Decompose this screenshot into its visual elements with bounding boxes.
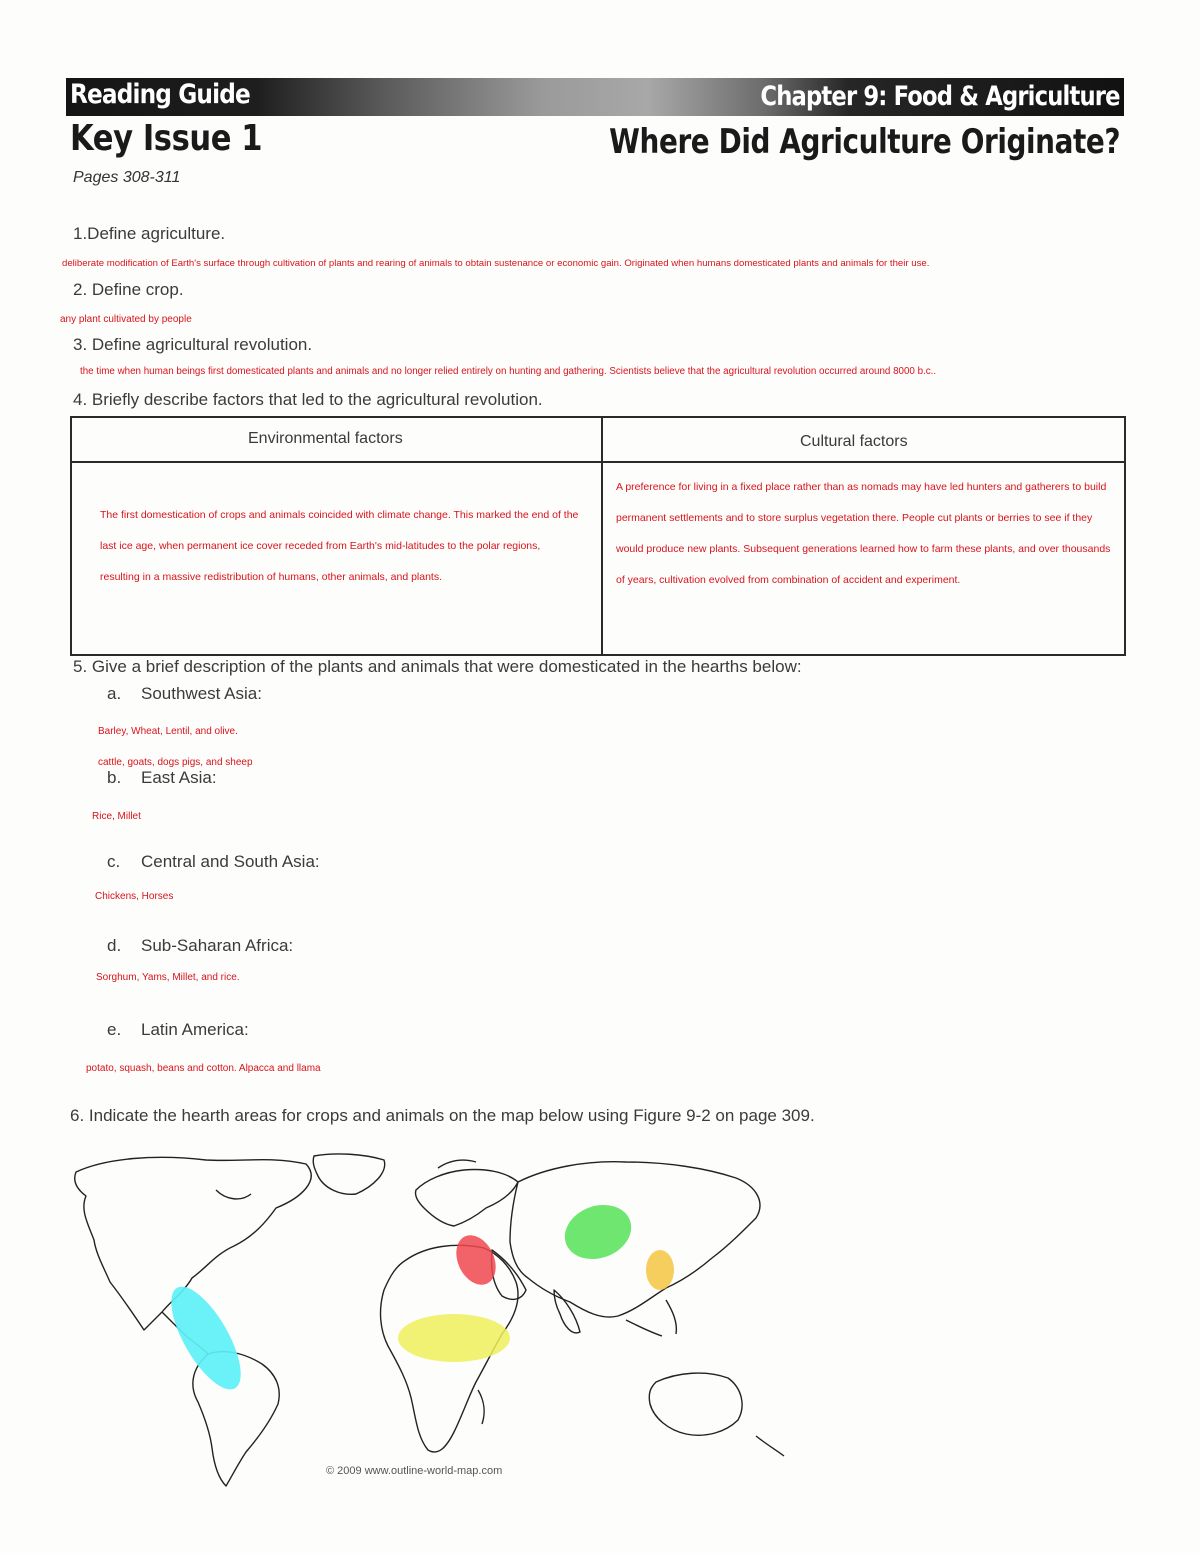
item-letter: c. — [107, 852, 121, 871]
reading-guide-banner: Reading Guide — [70, 79, 250, 110]
chapter-banner: Chapter 9: Food & Agriculture — [760, 81, 1120, 112]
item-letter: e. — [107, 1020, 122, 1039]
table-divider-vertical — [601, 418, 603, 654]
europe-outline — [415, 1170, 518, 1227]
table-divider-horizontal — [72, 461, 1124, 463]
answer-southwest-asia-animals: cattle, goats, dogs pigs, and sheep — [98, 757, 253, 768]
world-outline-map — [66, 1150, 846, 1490]
asia-outline — [510, 1162, 760, 1317]
item-letter: d. — [107, 936, 122, 955]
key-issue-title: Key Issue 1 — [70, 118, 263, 159]
hearth-southwest-asia — [107, 684, 262, 704]
question-5: 5. Give a brief description of the plants and animals that were domesticated in the hearths below: — [73, 657, 802, 676]
region-label: Central and South Asia: — [141, 852, 320, 871]
hearth-east-asia — [107, 768, 217, 788]
item-letter: b. — [107, 768, 122, 787]
question-3: 3. Define agricultural revolution. — [73, 335, 313, 354]
answer-southwest-asia-plants: Barley, Wheat, Lentil, and olive. — [98, 726, 238, 737]
region-label: Latin America: — [141, 1020, 249, 1039]
answer-3: the time when human beings first domesticated plants and animals and no longer relied entirely on hunting and gathering. Scientists believe that the agricultural revolution occurred around 8000 b.c.. — [80, 366, 937, 377]
factors-table — [70, 416, 1126, 656]
answer-1: deliberate modification of Earth's surface through cultivation of plants and rearing of animals to obtain sustenance or economic gain. Originated when humans domesticated plants and animals for their use. — [62, 258, 930, 269]
answer-sub-saharan-africa: Sorghum, Yams, Millet, and rice. — [96, 972, 240, 983]
hearth-east-asia-mark — [557, 1196, 639, 1268]
env-factors-answer: The first domestication of crops and animals coincided with climate change. This marked the end of the last ice age, when permanent ice cover receded from Earth's mid-latitudes to the polar regions, resulting in a massive redistribution of humans, other animals, and plants. — [100, 509, 579, 583]
region-label: East Asia: — [141, 768, 217, 787]
question-title: Where Did Agriculture Originate? — [608, 122, 1120, 162]
region-label: Sub-Saharan Africa: — [141, 936, 294, 955]
arabia-outline — [491, 1250, 526, 1299]
hearth-central-south-asia — [107, 852, 320, 872]
cultural-factors-answer: A preference for living in a fixed place rather than as nomads may have led hunters and gatherers to build permanent settlements and to store surplus vegetation there. People cut plants or berries to see if they would produce new plants. Subsequent generations learned how to farm these plants, and over thousands of years, cultivation evolved from combination of accident and experiment. — [616, 481, 1111, 586]
greenland-outline — [313, 1154, 384, 1194]
question-1: 1.Define agriculture. — [73, 224, 226, 243]
map-copyright: © 2009 www.outline-world-map.com — [326, 1465, 503, 1477]
question-2: 2. Define crop. — [73, 280, 184, 299]
question-6: 6. Indicate the hearth areas for crops and animals on the map below using Figure 9-2 on page 309. — [70, 1106, 815, 1125]
answer-east-asia: Rice, Millet — [92, 811, 141, 822]
cultural-factors-header: Cultural factors — [800, 433, 908, 450]
pages-range: Pages 308-311 — [73, 169, 181, 186]
australia-outline — [649, 1373, 742, 1435]
question-4: 4. Briefly describe factors that led to the agricultural revolution. — [73, 390, 543, 409]
answer-2: any plant cultivated by people — [60, 314, 192, 325]
hearth-latin-america-mark — [158, 1277, 254, 1399]
hearth-sub-saharan-africa — [107, 936, 293, 956]
hearth-sub-saharan-africa-mark — [398, 1314, 510, 1362]
hearth-southeast-asia-mark — [646, 1250, 674, 1290]
answer-latin-america: potato, squash, beans and cotton. Alpacca and llama — [86, 1063, 321, 1074]
env-factors-header: Environmental factors — [248, 430, 403, 447]
item-letter: a. — [107, 684, 122, 703]
answer-central-south-asia: Chickens, Horses — [95, 891, 174, 902]
region-label: Southwest Asia: — [141, 684, 262, 703]
hearth-latin-america — [107, 1020, 249, 1040]
